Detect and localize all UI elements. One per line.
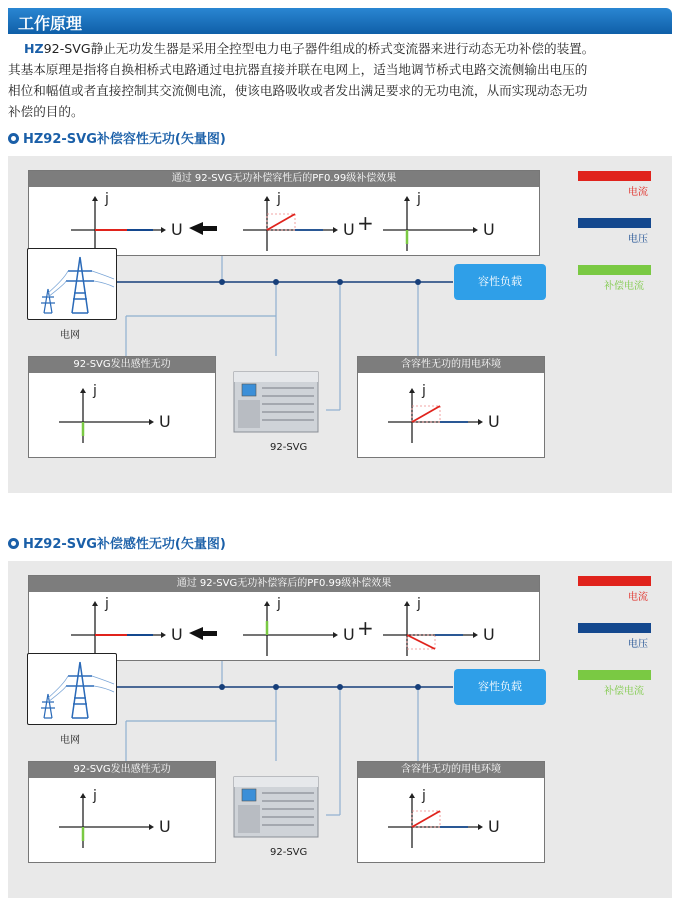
vector-diagram <box>59 790 169 850</box>
vector-diagram <box>383 598 493 658</box>
arrowhead-icon <box>264 601 270 606</box>
vector-diagram <box>243 598 353 658</box>
load-environment-panel <box>357 356 545 458</box>
svg-output-panel-title: 92-SVG发出感性无功 <box>29 357 215 373</box>
legend-label-current: 电流 <box>628 187 648 198</box>
axis-u-label: U <box>488 412 500 431</box>
arrowhead-icon <box>80 793 86 798</box>
junction-dot <box>273 684 279 690</box>
arrowhead-icon <box>409 793 415 798</box>
svg-output-panel <box>28 356 216 458</box>
arrowhead-icon <box>161 632 166 638</box>
axis-j-label: j <box>93 383 97 399</box>
vector-diagram <box>71 598 221 658</box>
svg-device-image <box>230 366 322 438</box>
device-screen-icon <box>242 384 256 396</box>
intro-paragraph <box>8 38 672 122</box>
load-environment-panel-title: 含容性无功的用电环境 <box>358 357 544 373</box>
vector-svg <box>71 193 221 253</box>
arrowhead-icon <box>333 227 338 233</box>
axis-j-label: j <box>277 191 281 207</box>
arrowhead-icon <box>473 632 478 638</box>
vector-svg <box>243 193 353 253</box>
junction-dot <box>337 279 343 285</box>
legend-label-compensation: 补偿电流 <box>604 281 644 292</box>
plus-sign: + <box>357 211 374 235</box>
arrowhead-icon <box>478 419 483 425</box>
transmission-tower-icon <box>28 249 116 319</box>
power-grid-box <box>27 653 117 725</box>
section-title-text: HZ92-SVG补偿容性无功(矢量图) <box>23 132 226 147</box>
arrowhead-icon <box>149 824 154 830</box>
axis-j-label: j <box>422 383 426 399</box>
vector-svg <box>388 385 498 445</box>
device-label: 92-SVG <box>270 442 308 453</box>
junction-dot <box>415 279 421 285</box>
result-arrow-icon <box>189 627 217 640</box>
junction-dot <box>219 684 225 690</box>
junction-dot <box>415 684 421 690</box>
axis-u-label: U <box>483 220 495 239</box>
result-panel <box>28 170 540 256</box>
result-panel-title: 通过 92-SVG无功补偿容后的PF0.99级补偿效果 <box>29 576 539 592</box>
section-title <box>8 128 226 147</box>
current-vector <box>407 635 435 649</box>
vector-svg <box>383 193 493 253</box>
current-vector <box>412 811 440 827</box>
load-box: 容性负载 <box>454 264 546 300</box>
axis-j-label: j <box>422 788 426 804</box>
vector-svg <box>59 790 169 850</box>
header-title: 工作原理 <box>18 14 83 33</box>
arrowhead-icon <box>333 632 338 638</box>
vector-svg <box>71 598 221 658</box>
svg-output-panel <box>28 761 216 863</box>
load-box: 容性负载 <box>454 669 546 705</box>
result-panel-title: 通过 92-SVG无功补偿容性后的PF0.99级补偿效果 <box>29 171 539 187</box>
axis-u-label: U <box>159 412 171 431</box>
power-grid-label: 电网 <box>60 330 80 341</box>
axis-u-label: U <box>343 625 355 644</box>
axis-u-label: U <box>171 220 183 239</box>
result-arrow-icon <box>189 222 217 235</box>
axis-j-label: j <box>105 596 109 612</box>
power-grid-label: 电网 <box>60 735 80 746</box>
arrowhead-icon <box>92 601 98 606</box>
arrowhead-icon <box>92 196 98 201</box>
bullet-icon <box>8 538 19 549</box>
legend-swatch-compensation <box>578 265 651 275</box>
section-title-text: HZ92-SVG补偿感性无功(矢量图) <box>23 537 226 552</box>
junction-dot <box>273 279 279 285</box>
diagram-area <box>8 156 672 493</box>
arrowhead-icon <box>473 227 478 233</box>
legend-swatch-voltage <box>578 623 651 633</box>
arrowhead-icon <box>409 388 415 393</box>
transmission-tower-icon <box>28 654 116 724</box>
plus-sign: + <box>357 616 374 640</box>
arrowhead-icon <box>80 388 86 393</box>
result-panel <box>28 575 540 661</box>
arrowhead-icon <box>404 601 410 606</box>
axis-u-label: U <box>483 625 495 644</box>
intro-line-1 <box>8 38 672 59</box>
vector-diagram <box>71 193 221 253</box>
intro-line-1-text: 92-SVG静止无功发生器是采用全控型电力电子器件组成的桥式变流器来进行动态无功补偿的装置。 <box>43 41 595 56</box>
axis-u-label: U <box>159 817 171 836</box>
brand-name: HZ <box>24 41 44 56</box>
vector-diagram <box>383 193 493 253</box>
legend-label-compensation: 补偿电流 <box>604 686 644 697</box>
legend-swatch-compensation <box>578 670 651 680</box>
intro-line-3: 相位和幅值或者直接控制其交流侧电流，使该电路吸收或者发出满足要求的无功电流，从而实现动态无功 <box>8 83 588 98</box>
device-screen-icon <box>242 789 256 801</box>
power-grid-box <box>27 248 117 320</box>
vector-diagram <box>243 193 353 253</box>
bullet-icon <box>8 133 19 144</box>
axis-j-label: j <box>417 596 421 612</box>
vector-svg <box>243 598 353 658</box>
arrowhead-icon <box>161 227 166 233</box>
section-title <box>8 533 226 552</box>
legend-label-current: 电流 <box>628 592 648 603</box>
vector-svg <box>383 598 493 658</box>
axis-u-label: U <box>343 220 355 239</box>
legend-label-voltage: 电压 <box>628 639 648 650</box>
section-header <box>8 8 672 34</box>
legend-swatch-current <box>578 171 651 181</box>
load-environment-panel-title: 含容性无功的用电环境 <box>358 762 544 778</box>
arrowhead-icon <box>264 196 270 201</box>
diagram-area <box>8 561 672 898</box>
svg-output-panel-title: 92-SVG发出感性无功 <box>29 762 215 778</box>
junction-dot <box>219 279 225 285</box>
axis-j-label: j <box>105 191 109 207</box>
vector-diagram <box>388 790 498 850</box>
legend-swatch-voltage <box>578 218 651 228</box>
axis-j-label: j <box>93 788 97 804</box>
intro-line-2: 其基本原理是指将自换相桥式电路通过电抗器直接并联在电网上，适当地调节桥式电路交流侧输出电压的 <box>8 62 588 77</box>
axis-j-label: j <box>417 191 421 207</box>
intro-line-4: 补偿的目的。 <box>8 104 84 119</box>
load-environment-panel <box>357 761 545 863</box>
legend-swatch-current <box>578 576 651 586</box>
device-label: 92-SVG <box>270 847 308 858</box>
axis-u-label: U <box>171 625 183 644</box>
vector-diagram <box>59 385 169 445</box>
vector-svg <box>59 385 169 445</box>
vector-svg <box>388 790 498 850</box>
axis-j-label: j <box>277 596 281 612</box>
current-vector <box>412 406 440 422</box>
arrowhead-icon <box>404 196 410 201</box>
svg-device-image <box>230 771 322 843</box>
axis-u-label: U <box>488 817 500 836</box>
arrowhead-icon <box>478 824 483 830</box>
current-vector <box>267 214 295 230</box>
junction-dot <box>337 684 343 690</box>
arrowhead-icon <box>149 419 154 425</box>
legend-label-voltage: 电压 <box>628 234 648 245</box>
vector-diagram <box>388 385 498 445</box>
